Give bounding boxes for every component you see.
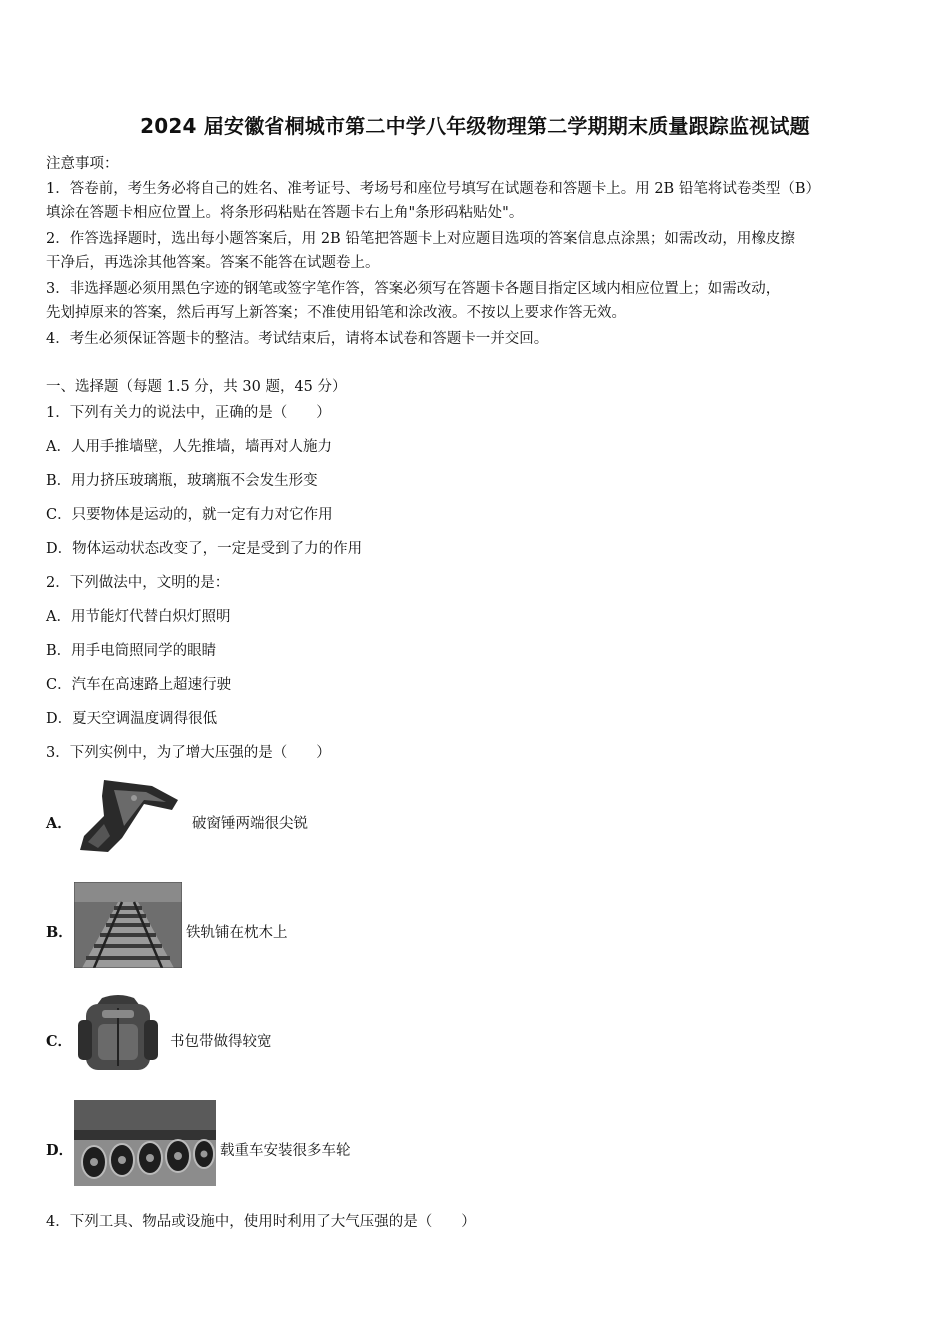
q3-option-b-label: B． bbox=[46, 924, 73, 941]
q1-option-d: D．物体运动状态改变了，一定是受到了力的作用 bbox=[46, 541, 363, 557]
q2-option-c: C．汽车在高速路上超速行驶 bbox=[46, 677, 232, 693]
section-heading: 一、选择题（每题 1.5 分，共 30 题，45 分） bbox=[46, 379, 347, 395]
notice-line-1: 1．答卷前，考生务必将自己的姓名、准考证号、考场号和座位号填写在试题卷和答题卡上。用 2B 铅笔将试卷类型（B） bbox=[46, 181, 820, 197]
q1-stem: 1．下列有关力的说法中，正确的是（ ） bbox=[46, 405, 331, 421]
q1-option-b: B．用力挤压玻璃瓶，玻璃瓶不会发生形变 bbox=[46, 473, 318, 489]
notice-line-3: 2．作答选择题时，选出每小题答案后，用 2B 铅笔把答题卡上对应题目选项的答案信息点涂黑；如需改动，用橡皮擦 bbox=[46, 231, 795, 247]
q1-option-c: C．只要物体是运动的，就一定有力对它作用 bbox=[46, 507, 333, 523]
q3-option-d-text: 载重车安装很多车轮 bbox=[220, 1143, 351, 1159]
q2-option-a: A．用节能灯代替白炽灯照明 bbox=[46, 609, 231, 625]
q3-option-b-text: 铁轨铺在枕木上 bbox=[186, 925, 288, 941]
q1-option-a: A．人用手推墙壁，人先推墙，墙再对人施力 bbox=[46, 439, 332, 455]
q3-option-c-text: 书包带做得较宽 bbox=[170, 1034, 272, 1050]
q3-stem: 3．下列实例中，为了增大压强的是（ ） bbox=[46, 745, 331, 761]
notice-heading: 注意事项： bbox=[46, 156, 119, 172]
notice-line-4: 干净后，再选涂其他答案。答案不能答在试题卷上。 bbox=[46, 255, 380, 271]
q3-option-a-text: 破窗锤两端很尖锐 bbox=[192, 816, 308, 832]
q3-option-a-label: A． bbox=[46, 815, 72, 832]
q3-option-d-label: D． bbox=[46, 1142, 74, 1159]
q2-option-d: D．夏天空调温度调得很低 bbox=[46, 711, 218, 727]
q2-option-b: B．用手电筒照同学的眼睛 bbox=[46, 643, 217, 659]
notice-line-7: 4．考生必须保证答题卡的整洁。考试结束后，请将本试卷和答题卡一并交回。 bbox=[46, 331, 549, 347]
q3-option-c-label: C． bbox=[46, 1033, 73, 1050]
railway-image bbox=[74, 882, 182, 968]
page-title: 2024 届安徽省桐城市第二中学八年级物理第二学期期末质量跟踪监视试题 bbox=[140, 114, 810, 138]
notice-line-5: 3．非选择题必须用黑色字迹的钢笔或签字笔作答，答案必须写在答题卡各题目指定区域内相应位置上；如需改动， bbox=[46, 281, 781, 297]
hammer-image bbox=[74, 776, 186, 856]
heavy-truck-image bbox=[74, 1100, 216, 1186]
q4-stem: 4．下列工具、物品或设施中，使用时利用了大气压强的是（ ） bbox=[46, 1214, 476, 1230]
notice-line-2: 填涂在答题卡相应位置上。将条形码粘贴在答题卡右上角"条形码粘贴处"。 bbox=[46, 205, 524, 221]
backpack-image bbox=[72, 994, 164, 1074]
notice-line-6: 先划掉原来的答案，然后再写上新答案；不准使用铅笔和涂改液。不按以上要求作答无效。 bbox=[46, 305, 626, 321]
q2-stem: 2．下列做法中，文明的是： bbox=[46, 575, 230, 591]
